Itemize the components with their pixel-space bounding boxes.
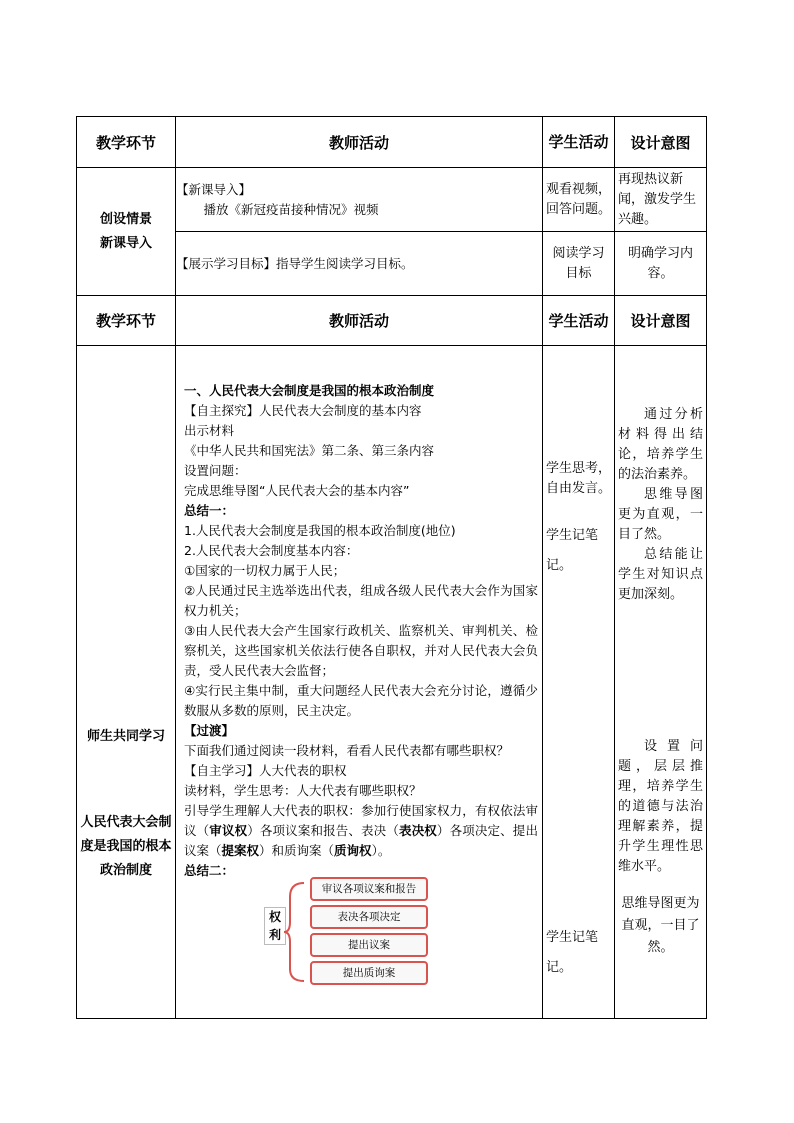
teacher-intro-text: 播放《新冠疫苗接种情况》视频 [203, 201, 379, 217]
student-intro-cell: 观看视频，回答问题。 [543, 168, 615, 232]
student-main-cell [543, 346, 615, 1019]
teacher-goals-cell: 【展示学习目标】指导学生阅读学习目标。 [176, 232, 543, 296]
guide-bold-4: 质询权 [334, 842, 372, 858]
student-goals-cell: 阅读学习目标 [543, 232, 615, 296]
point-one: 1.人民代表大会制度是我国的根本政治制度(地位) [184, 522, 456, 538]
intent-goals-cell: 明确学习内容。 [615, 232, 707, 296]
intent-summary: 总结能让学生对知识点更加深刻。 [618, 547, 703, 602]
header-teaching-stage: 教学环节 [77, 117, 176, 168]
mindmap-item-inquiry: 提出质询案 [310, 961, 428, 985]
table-header-row-2 [77, 296, 707, 346]
header2-design-intent: 设计意图 [615, 296, 707, 346]
stage-intro-line2: 新课导入 [99, 235, 152, 251]
mindmap-label: 权利 [264, 907, 286, 945]
material-line: 出示材料 [184, 422, 235, 438]
guide-bold-2: 表决权 [398, 822, 437, 838]
guide-text-a: 引导学生理解人大代表的职权：参加行使国家权力，有权依法审议（ [184, 802, 538, 838]
content-item-4: ④实行民主集中制，重大问题经人民代表大会充分讨论，遵循少数服从多数的原则，民主决定。 [184, 682, 538, 718]
content-item-3: ③由人民代表大会产生国家行政机关、监察机关、审判机关、检察机关，这些国家机关依法行使各自职权，并对人民代表大会负责，受人民代表大会监督； [184, 622, 538, 678]
intro-row-1 [77, 168, 707, 232]
teacher-main-cell [176, 346, 543, 1019]
section-heading: 一、人民代表大会制度是我国的根本政治制度 [184, 382, 435, 398]
mindmap-line: 完成思维导图“人民代表大会的基本内容” [184, 482, 410, 498]
summary-one: 总结一： [184, 502, 235, 518]
stage-intro-line1: 创设情景 [99, 211, 152, 227]
header2-student-activity: 学生活动 [543, 296, 615, 346]
header-teacher-activity: 教师活动 [176, 117, 543, 168]
header-student-activity: 学生活动 [543, 117, 615, 168]
header2-teacher-activity: 教师活动 [176, 296, 543, 346]
intent-mindmap-2: 思维导图更为直观，一目了然。 [621, 896, 700, 955]
guide-bold-1: 审议权 [209, 822, 248, 838]
header2-teaching-stage: 教学环节 [77, 296, 176, 346]
transition-text: 下面我们通过阅读一段材料，看看人民代表都有哪些职权？ [184, 742, 510, 758]
main-row [77, 346, 707, 1019]
intent-questions: 设置问题，层层推理，培养学生的道德与法治理解素养，提升学生理性思维水平。 [618, 739, 703, 874]
transition-title: 【过渡】 [184, 722, 235, 738]
point-two: 2.人民代表大会制度基本内容： [184, 542, 359, 558]
mindmap-brace [282, 877, 312, 987]
rights-mindmap [264, 877, 434, 987]
intent-intro-cell: 再现热议新闻，激发学生兴趣。 [615, 168, 707, 232]
teacher-intro-cell [176, 168, 543, 232]
content-item-2: ②人民通过民主选举选出代表，组成各级人民代表大会作为国家权力机关； [184, 582, 538, 618]
student-notes-1: 学生记笔记。 [546, 528, 599, 573]
intent-main-cell [615, 346, 707, 1019]
constitution-line: 《中华人民共和国宪法》第二条、第三条内容 [184, 442, 435, 458]
stage-main [77, 346, 176, 1019]
table-header-row [77, 117, 707, 168]
guide-text-d: ）各项决定、提出议案（ [184, 822, 538, 858]
self-study-line: 【自主学习】人大代表的职权 [184, 762, 347, 778]
mindmap-item-propose: 提出议案 [310, 933, 428, 957]
guide-text-c: ）各项议案和报告、表决（ [247, 822, 399, 838]
guide-paragraph [184, 801, 538, 861]
guide-text-e: ）和质询案（ [259, 842, 335, 858]
question-line: 设置问题： [184, 462, 247, 478]
student-think: 学生思考，自由发言。 [546, 461, 612, 496]
stage-main-label-b: 人民代表大会制度是我国的根本政治制度 [80, 815, 172, 878]
explore-line: 【自主探究】人民代表大会制度的基本内容 [184, 402, 422, 418]
mindmap-item-vote: 表决各项决定 [310, 905, 428, 929]
intent-analysis: 通过分析材料得出结论，培养学生的法治素养。 [618, 407, 703, 482]
read-line: 读材料，学生思考：人大代表有哪些职权？ [184, 782, 422, 798]
guide-bold-3: 提案权 [221, 842, 260, 858]
content-item-1: ①国家的一切权力属于人民； [184, 562, 346, 578]
student-notes-2: 学生记笔记。 [546, 930, 599, 975]
stage-main-label-a: 师生共同学习 [86, 729, 165, 744]
intent-mindmap-1: 思维导图更为直观，一目了然。 [618, 487, 703, 542]
lesson-plan-table [76, 116, 707, 1019]
stage-intro [77, 168, 176, 296]
summary-two: 总结二： [184, 862, 235, 878]
guide-text-f: ）。 [371, 842, 391, 858]
teacher-intro-title: 【新课导入】 [176, 181, 252, 197]
header-design-intent: 设计意图 [615, 117, 707, 168]
mindmap-item-review: 审议各项议案和报告 [310, 877, 428, 901]
